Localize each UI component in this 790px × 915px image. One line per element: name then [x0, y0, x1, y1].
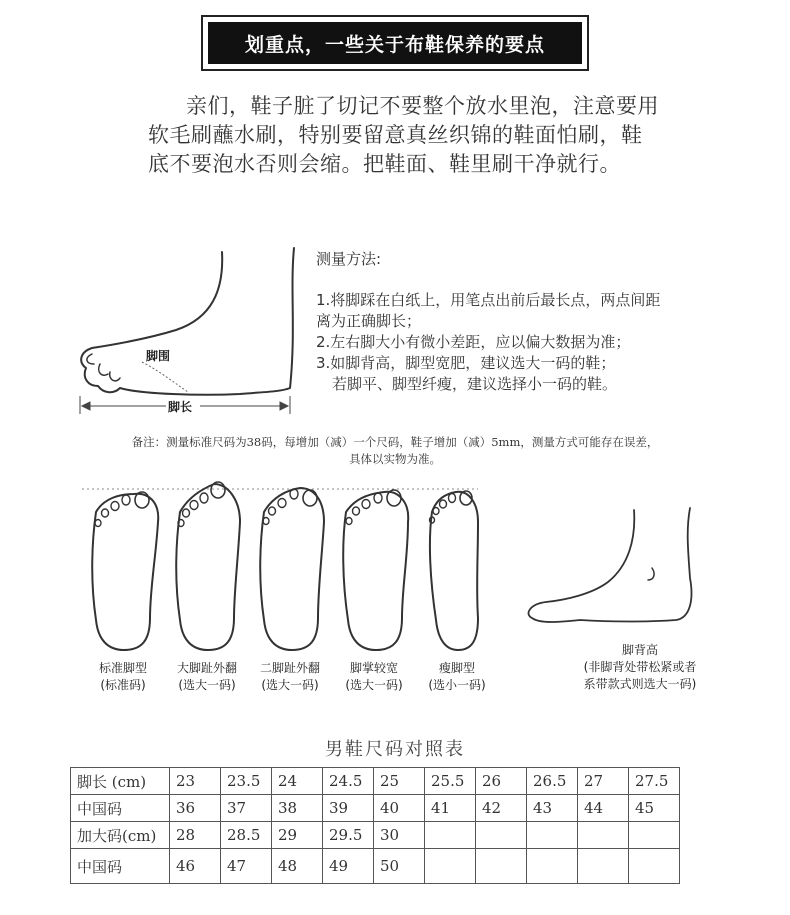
table-cell: 23: [170, 768, 221, 795]
table-cell: 48: [272, 849, 323, 884]
table-cell: 50: [374, 849, 425, 884]
footprint-bunion: [176, 482, 240, 650]
table-cell: 49: [323, 849, 374, 884]
foot-type-advice: (选大一码): [345, 678, 403, 692]
table-cell: 28.5: [221, 822, 272, 849]
table-cell: 29.5: [323, 822, 374, 849]
size-note-line-1: 备注：测量标准尺码为38码，每增加（减）一个尺码，鞋子增加（减）5mm，测量方式可能存在误差，: [131, 435, 659, 449]
foot-type-name: 脚背高: [621, 643, 658, 657]
footprint-wide: [343, 490, 408, 650]
table-cell: [629, 822, 680, 849]
table-cell: 37: [221, 795, 272, 822]
table-cell: 45: [629, 795, 680, 822]
measure-step-2: 2.左右脚大小有微小差距，应以偏大数据为准；: [316, 333, 631, 351]
high-instep-foot: [528, 508, 691, 622]
care-line-3: 底不要泡水否则会缩。把鞋面、鞋里刷干净就行。: [148, 152, 621, 176]
table-cell: [476, 822, 527, 849]
table-cell: 46: [170, 849, 221, 884]
row-label: 脚长 (cm): [71, 768, 170, 795]
table-cell: 42: [476, 795, 527, 822]
table-row: [71, 849, 680, 884]
table-cell: 26: [476, 768, 527, 795]
table-cell: 47: [221, 849, 272, 884]
table-cell: 40: [374, 795, 425, 822]
measure-title: 测量方法:: [316, 250, 382, 268]
table-cell: 23.5: [221, 768, 272, 795]
care-line-1: 亲们，鞋子脏了切记不要整个放水里泡，注意要用: [186, 94, 659, 118]
table-cell: [578, 849, 629, 884]
measure-step-3: 3.如脚背高，脚型宽肥，建议选大一码的鞋；: [316, 354, 616, 372]
table-cell: 44: [578, 795, 629, 822]
table-cell: 29: [272, 822, 323, 849]
table-row: [71, 768, 680, 795]
table-cell: [476, 849, 527, 884]
girth-dotted-curve: [142, 362, 188, 392]
row-label: 中国码: [71, 849, 170, 884]
size-note: [0, 434, 790, 468]
foot-type-name: 脚掌较宽: [349, 661, 398, 675]
care-line-2: 软毛刷蘸水刷，特别要留意真丝织锦的鞋面怕刷，鞋: [148, 123, 643, 147]
size-table: [70, 767, 680, 884]
foot-type-narrow: [402, 660, 512, 694]
foot-type-high-instep: [570, 642, 710, 693]
foot-type-name: 标准脚型: [98, 661, 147, 675]
table-cell: [527, 849, 578, 884]
foot-type-name: 大脚趾外翻: [176, 661, 237, 675]
girth-label: 脚围: [146, 349, 171, 363]
table-cell: 26.5: [527, 768, 578, 795]
table-cell: 43: [527, 795, 578, 822]
table-cell: 25: [374, 768, 425, 795]
foot-type-advice: (标准码): [100, 678, 146, 692]
table-cell: [578, 822, 629, 849]
row-label: 加大码(cm): [71, 822, 170, 849]
foot-type-name: 瘦脚型: [438, 661, 475, 675]
table-cell: [425, 822, 476, 849]
size-table-title: 男鞋尺码对照表: [325, 739, 465, 760]
table-cell: 30: [374, 822, 425, 849]
foot-type-advice: (选大一码): [178, 678, 236, 692]
footprint-narrow: [430, 491, 479, 650]
table-cell: [425, 849, 476, 884]
table-cell: 36: [170, 795, 221, 822]
foot-type-advice: (非脚背处带松紧或者: [583, 660, 697, 674]
footprint-standard: [92, 492, 158, 650]
table-cell: 39: [323, 795, 374, 822]
table-cell: 27.5: [629, 768, 680, 795]
table-cell: 24.5: [323, 768, 374, 795]
banner-title: 划重点，一些关于布鞋保养的要点: [208, 22, 582, 64]
row-label: 中国码: [71, 795, 170, 822]
footprint-second-toe: [260, 488, 324, 650]
foot-type-advice: 系带款式则选大一码): [583, 677, 697, 691]
table-cell: 27: [578, 768, 629, 795]
measure-step-3-cont: 若脚平、脚型纤瘦，建议选择小一码的鞋。: [332, 375, 618, 393]
measure-step-1-cont: 离为正确脚长；: [316, 312, 422, 330]
size-note-line-2: 具体以实物为准。: [349, 452, 441, 466]
table-row: [71, 795, 680, 822]
table-cell: 25.5: [425, 768, 476, 795]
table-row: [71, 822, 680, 849]
measure-steps: [316, 290, 660, 395]
table-cell: 28: [170, 822, 221, 849]
table-cell: 24: [272, 768, 323, 795]
table-cell: 41: [425, 795, 476, 822]
table-cell: 38: [272, 795, 323, 822]
foot-type-advice: (选大一码): [261, 678, 319, 692]
table-cell: [527, 822, 578, 849]
foot-type-name: 二脚趾外翻: [259, 661, 320, 675]
foot-type-advice: (选小一码): [428, 678, 486, 692]
measure-step-1: 1.将脚踩在白纸上，用笔点出前后最长点，两点间距: [316, 291, 661, 309]
foot-side-diagram: [81, 248, 294, 395]
table-cell: [629, 849, 680, 884]
length-label: 脚长: [168, 400, 193, 414]
